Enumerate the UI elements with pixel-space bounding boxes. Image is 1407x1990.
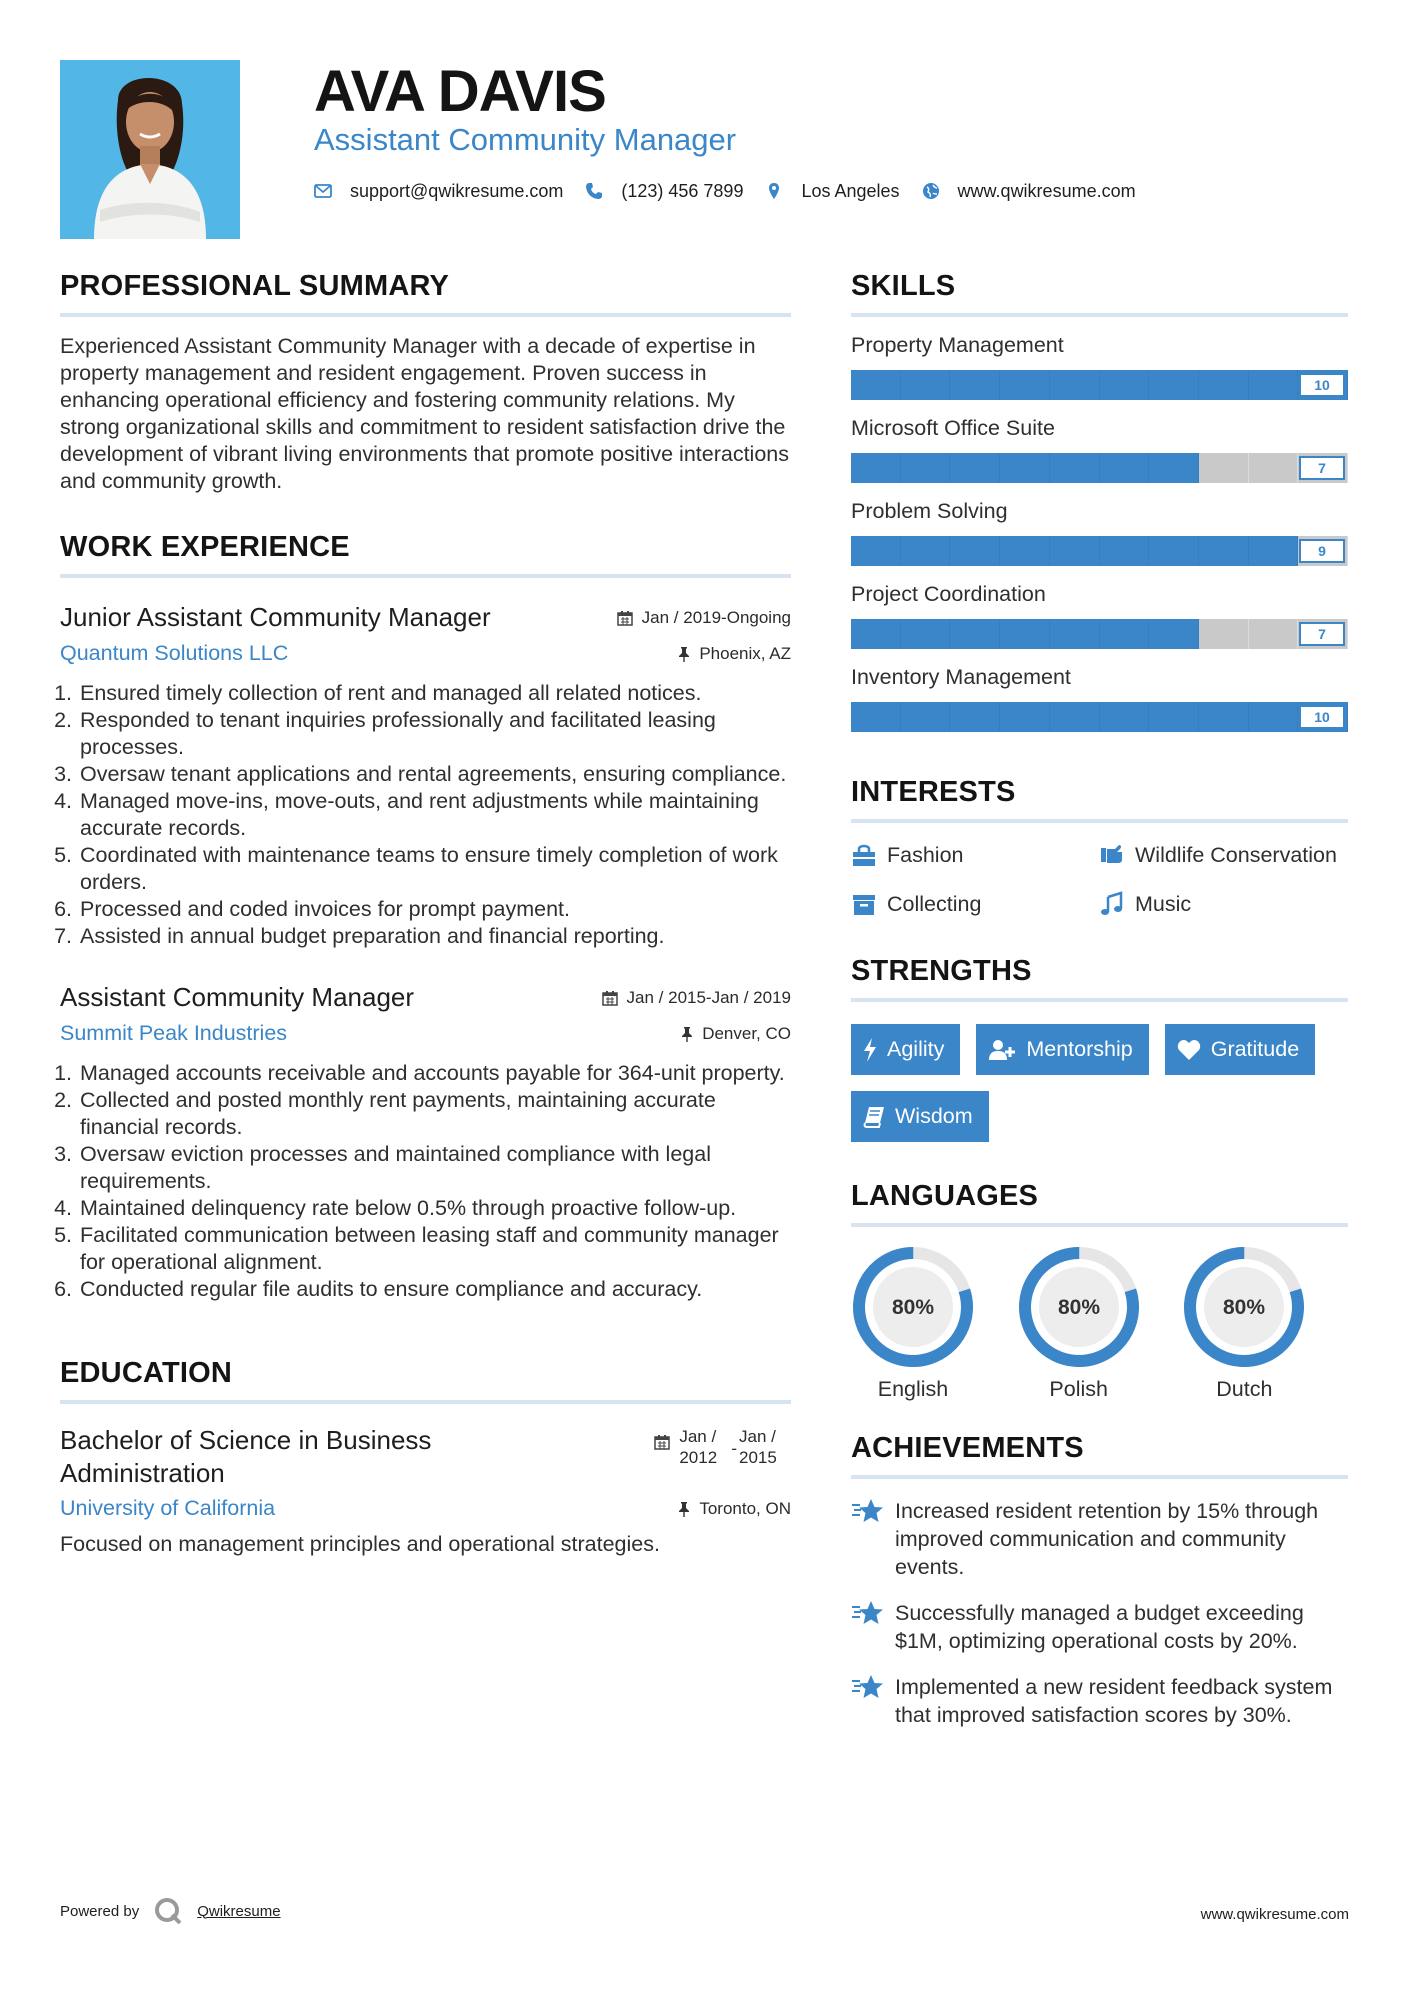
languages-heading: LANGUAGES (851, 1180, 1348, 1227)
skill-bar (851, 702, 1348, 732)
archive-box-icon (851, 891, 877, 917)
achievement-item (851, 1673, 1348, 1729)
skill-bar-segment (901, 702, 951, 732)
job-bullet: 2. Responded to tenant inquiries professionally and facilitated leasing processes. (78, 707, 791, 761)
skill-bar-segment (1050, 536, 1100, 566)
job-entry (60, 982, 791, 1303)
skill-level: 7 (1299, 456, 1345, 480)
candidate-name: AVA DAVIS (314, 59, 606, 124)
skill-label: Property Management (851, 333, 1064, 357)
skill-bar-segment (1000, 619, 1050, 649)
job-title: Assistant Community Manager (60, 982, 415, 1012)
summary-text: Experienced Assistant Community Manager with a decade of expertise in property management and resident engagement. Proven success in enhancing operational efficiency and fostering community relations. My strong organizational skills and commitment to resident satisfaction drive the development of vibrant living environments that promote positive interactions and community growth. (60, 334, 789, 493)
job-bullet: 1. Ensured timely collection of rent and managed all related notices. (78, 680, 791, 707)
hand-pointing-icon (1099, 842, 1125, 868)
skill-bar (851, 453, 1348, 483)
language-ring (1017, 1245, 1141, 1369)
strength-label: Wisdom (895, 1104, 973, 1128)
skill-bar-segment (1249, 453, 1299, 483)
skill-bar-segment (1149, 702, 1199, 732)
footer-powered-by (60, 1896, 281, 1926)
strength-label: Agility (887, 1037, 945, 1061)
envelope-icon (314, 182, 332, 200)
language-ring (851, 1245, 975, 1369)
job-bullet: 6. Conducted regular file audits to ensure compliance and accuracy. (78, 1276, 791, 1303)
skill-bar-segment (1199, 702, 1249, 732)
website-link[interactable]: www.qwikresume.com (957, 180, 1136, 201)
skill-bar-segment (1050, 619, 1100, 649)
map-pin-icon (765, 182, 783, 200)
skill-bar-segment (1199, 536, 1249, 566)
strengths-heading: STRENGTHS (851, 955, 1348, 1002)
skill-bar-segment (1199, 619, 1249, 649)
skill-bar-segment (1100, 453, 1150, 483)
skill-bar-segment (1100, 702, 1150, 732)
language-name: English (877, 1377, 949, 1401)
skill-bar-segment (1100, 370, 1150, 400)
interest-item (1099, 841, 1348, 870)
interest-label: Music (1135, 892, 1192, 916)
skill-bar-segment (950, 453, 1000, 483)
pushpin-icon (681, 1026, 693, 1042)
skill-bar-segment (1100, 619, 1150, 649)
skill-bar-segment (950, 370, 1000, 400)
bolt-icon (863, 1038, 877, 1062)
job-dates: Jan / 2019-Ongoing (641, 608, 791, 627)
achievements-heading: ACHIEVEMENTS (851, 1432, 1348, 1479)
pushpin-icon (678, 646, 690, 662)
skills-list (851, 333, 1348, 732)
skill-bar-segment (901, 536, 951, 566)
job-bullet: 7. Assisted in annual budget preparation and financial reporting. (78, 923, 791, 950)
achievement-text: Implemented a new resident feedback system that improved satisfaction scores by 30%. (895, 1675, 1333, 1727)
phone-icon (585, 182, 603, 200)
interests-heading: INTERESTS (851, 776, 1348, 823)
footer-url[interactable]: www.qwikresume.com (1200, 1906, 1349, 1923)
language-item (851, 1245, 1017, 1402)
skill-bar-segment (1199, 453, 1249, 483)
interest-item (851, 841, 1099, 870)
globe-icon (922, 182, 940, 200)
job-bullet: 4. Maintained delinquency rate below 0.5% through proactive follow-up. (78, 1195, 791, 1222)
language-item (1182, 1245, 1348, 1402)
summary-heading: PROFESSIONAL SUMMARY (60, 270, 791, 317)
candidate-role: Assistant Community Manager (314, 122, 737, 157)
right-column (851, 270, 1348, 1729)
skill-label: Problem Solving (851, 499, 1008, 523)
skill-bar-segment (1149, 619, 1199, 649)
skill-bar-segment (851, 619, 901, 649)
interest-label: Fashion (887, 843, 964, 867)
skill-item (851, 333, 1348, 400)
profile-photo (60, 60, 240, 239)
language-ring (1182, 1245, 1306, 1369)
language-item (1017, 1245, 1183, 1402)
skill-bar (851, 536, 1348, 566)
languages-list (851, 1245, 1348, 1402)
calendar-icon (654, 1434, 670, 1450)
school-name: University of California (60, 1496, 276, 1520)
job-bullets (60, 1060, 791, 1303)
powered-by-text: Powered by (60, 1902, 140, 1920)
interests-list (851, 841, 1348, 919)
phone-text: (123) 456 7899 (621, 180, 744, 201)
interest-label: Wildlife Conservation (1135, 843, 1337, 867)
star-icon (851, 1497, 885, 1525)
education-entry (60, 1424, 791, 1558)
star-icon (851, 1599, 885, 1627)
skill-bar-segment (1199, 370, 1249, 400)
skill-bar-segment (1000, 370, 1050, 400)
job-bullet: 4. Managed move-ins, move-outs, and rent adjustments while maintaining accurate records. (78, 788, 791, 842)
language-name: Polish (1049, 1377, 1108, 1401)
skill-bar-segment (1149, 536, 1199, 566)
job-bullet: 3. Oversaw tenant applications and rental agreements, ensuring compliance. (78, 761, 791, 788)
music-note-icon (1099, 891, 1125, 917)
company-name: Summit Peak Industries (60, 1021, 288, 1045)
skill-item (851, 416, 1348, 483)
skill-bar-segment (901, 619, 951, 649)
location-text: Los Angeles (801, 180, 900, 201)
shopping-bag-icon (851, 842, 877, 868)
skill-item (851, 582, 1348, 649)
skill-bar-segment (1000, 702, 1050, 732)
skill-level: 10 (1299, 373, 1345, 397)
skill-bar-segment (950, 536, 1000, 566)
skill-level: 10 (1299, 705, 1345, 729)
education-heading: EDUCATION (60, 1357, 791, 1404)
job-bullets (60, 680, 791, 950)
calendar-icon (617, 610, 633, 626)
job-title: Junior Assistant Community Manager (60, 602, 491, 632)
language-percent: 80% (891, 1296, 935, 1319)
skill-bar-segment (1249, 702, 1299, 732)
interest-label: Collecting (887, 892, 982, 916)
achievement-item (851, 1497, 1348, 1581)
strength-label: Mentorship (1026, 1037, 1133, 1061)
skill-bar-segment (1100, 536, 1150, 566)
skill-bar-segment (1149, 453, 1199, 483)
skill-bar-segment (1249, 370, 1299, 400)
calendar-icon (602, 990, 618, 1006)
email-link[interactable]: support@qwikresume.com (350, 180, 564, 201)
strength-label: Gratitude (1210, 1037, 1300, 1061)
job-bullet: 1. Managed accounts receivable and accounts payable for 364-unit property. (78, 1060, 791, 1087)
degree-title: Bachelor of Science in Business Administration (60, 1425, 432, 1488)
job-bullet: 5. Coordinated with maintenance teams to ensure timely completion of work orders. (78, 842, 791, 896)
skill-bar-segment (1249, 619, 1299, 649)
achievement-text: Increased resident retention by 15% through improved communication and community events. (895, 1499, 1319, 1579)
skill-bar-segment (950, 619, 1000, 649)
skill-bar-segment (950, 702, 1000, 732)
contact-bar (314, 176, 1158, 206)
skill-bar-segment (1000, 453, 1050, 483)
strength-tag (851, 1091, 989, 1142)
language-percent: 80% (1057, 1296, 1100, 1319)
interest-item (1099, 890, 1348, 919)
skill-bar-segment (1249, 536, 1299, 566)
experience-heading: WORK EXPERIENCE (60, 531, 791, 578)
job-bullet: 2. Collected and posted monthly rent payments, maintaining accurate financial records. (78, 1087, 791, 1141)
achievements-list (851, 1497, 1348, 1729)
qwikresume-link[interactable]: Qwikresume (197, 1902, 281, 1920)
left-column (60, 270, 791, 1558)
pushpin-icon (678, 1501, 690, 1517)
skill-bar-segment (851, 370, 901, 400)
skill-level: 9 (1299, 539, 1345, 563)
skill-bar-segment (901, 453, 951, 483)
education-end: Jan / 2015 (739, 1427, 777, 1467)
user-plus-icon (988, 1039, 1016, 1061)
skill-bar-segment (1050, 453, 1100, 483)
company-name: Quantum Solutions LLC (60, 641, 289, 665)
skill-bar-segment (1149, 370, 1199, 400)
skill-label: Microsoft Office Suite (851, 416, 1055, 440)
skill-bar-segment (1000, 536, 1050, 566)
skill-bar (851, 619, 1348, 649)
skill-label: Inventory Management (851, 665, 1071, 689)
skills-heading: SKILLS (851, 270, 1348, 317)
qwikresume-logo-icon (153, 1896, 183, 1926)
strength-tag (851, 1024, 960, 1075)
job-bullet: 6. Processed and coded invoices for prompt payment. (78, 896, 791, 923)
skill-bar-segment (1050, 702, 1100, 732)
job-entry (60, 602, 791, 950)
language-percent: 80% (1223, 1296, 1266, 1319)
job-dates: Jan / 2015-Jan / 2019 (626, 988, 791, 1007)
skill-bar (851, 370, 1348, 400)
book-icon (863, 1106, 885, 1128)
skill-bar-segment (851, 702, 901, 732)
achievement-item (851, 1599, 1348, 1655)
interest-item (851, 890, 1099, 919)
skill-bar-segment (851, 536, 901, 566)
skill-item (851, 499, 1348, 566)
job-location: Denver, CO (702, 1023, 791, 1043)
language-name: Dutch (1216, 1377, 1273, 1401)
heart-icon (1177, 1039, 1201, 1061)
strengths-list (851, 1024, 1348, 1142)
skill-bar-segment (901, 370, 951, 400)
education-location: Toronto, ON (699, 1498, 791, 1518)
skill-bar-segment (1050, 370, 1100, 400)
date-dash: - (731, 1439, 737, 1458)
job-bullet: 3. Oversaw eviction processes and maintained compliance with legal requirements. (78, 1141, 791, 1195)
job-location: Phoenix, AZ (699, 643, 791, 663)
skill-level: 7 (1299, 622, 1345, 646)
education-start: Jan / 2012 (679, 1427, 718, 1467)
star-icon (851, 1673, 885, 1701)
strength-tag (976, 1024, 1148, 1075)
strength-tag (1165, 1024, 1315, 1075)
education-description: Focused on management principles and operational strategies. (60, 1532, 660, 1556)
job-bullet: 5. Facilitated communication between leasing staff and community manager for operational alignment. (78, 1222, 791, 1276)
skill-bar-segment (851, 453, 901, 483)
skill-label: Project Coordination (851, 582, 1046, 606)
skill-item (851, 665, 1348, 732)
achievement-text: Successfully managed a budget exceeding $1M, optimizing operational costs by 20%. (895, 1601, 1304, 1653)
